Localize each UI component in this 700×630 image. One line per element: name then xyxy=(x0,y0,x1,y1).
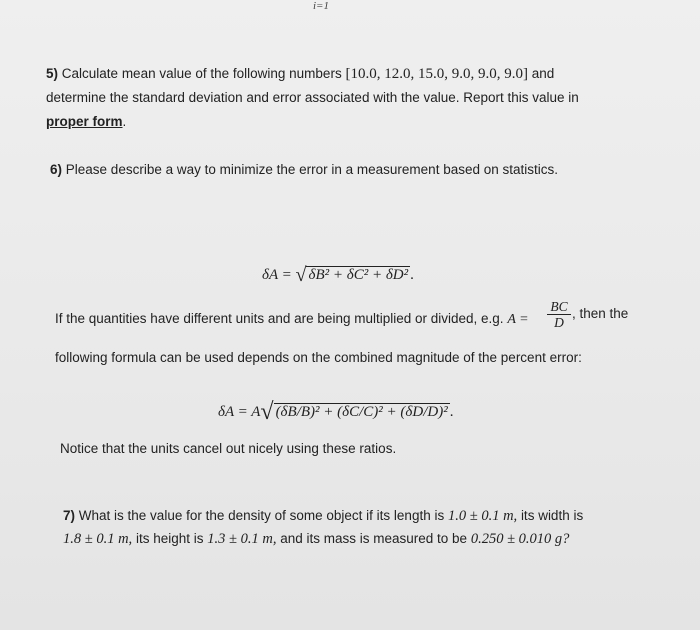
q5-line-2: determine the standard deviation and error associated with the value. Report this value in xyxy=(46,90,579,105)
q5-line-3 xyxy=(46,114,126,129)
q5-line-1 xyxy=(46,66,554,83)
q7-height-text: its height is xyxy=(135,531,204,546)
q5-numbers: [10.0, 12.0, 15.0, 9.0, 9.0, 9.0] xyxy=(345,66,528,82)
formula-1 xyxy=(262,262,414,285)
sqrt-sign-2: √ xyxy=(260,399,274,425)
q6-line xyxy=(50,162,558,177)
formula1-radicand: δB² + δC² + δD² xyxy=(308,267,409,283)
sum-index-fragment: i=1 xyxy=(313,0,329,12)
formula2-end: . xyxy=(449,404,454,420)
q6-text: Please describe a way to minimize the error in a measurement based on statistics. xyxy=(65,162,559,177)
fraction-denominator: D xyxy=(554,315,564,330)
explain-line-1 xyxy=(55,311,529,328)
explain-eq-lhs: A = xyxy=(507,312,529,327)
q7-line-1 xyxy=(63,508,583,525)
q5-line3-end: . xyxy=(122,114,127,129)
q7-length: 1.0 ± 0.1 m, xyxy=(447,508,518,524)
fraction-numerator: BC xyxy=(547,299,571,315)
q7-mass: 0.250 ± 0.010 g? xyxy=(470,531,570,547)
formula2-lhs: δA = A xyxy=(218,404,261,420)
q7-height: 1.3 ± 0.1 m, xyxy=(207,531,277,547)
formula2-radicand: (δB/B)² + (δC/C)² + (δD/D)² xyxy=(275,404,448,420)
q7-line-2 xyxy=(63,531,569,548)
q5-number: 5) xyxy=(46,66,59,81)
q5-line1-end: and xyxy=(531,66,555,81)
q7-line1-start: What is the value for the density of some object if its length is xyxy=(78,508,445,523)
explain-line-2: following formula can be used depends on the combined magnitude of the percent error: xyxy=(55,350,582,365)
sqrt-sign-1: √ xyxy=(295,264,307,286)
q6-number: 6) xyxy=(50,162,63,177)
q7-mass-text: and its mass is measured to be xyxy=(280,531,468,546)
explain-line1-start: If the quantities have different units and are being multiplied or divided, e.g. xyxy=(55,311,504,326)
q7-width: 1.8 ± 0.1 m, xyxy=(63,531,133,547)
formula-2 xyxy=(218,396,453,423)
q5-proper-form: proper form xyxy=(46,114,123,129)
explain-fraction xyxy=(547,299,571,330)
q7-number: 7) xyxy=(63,508,76,523)
q7-line1-end: its width is xyxy=(520,508,584,523)
explain-line1-end: , then the xyxy=(572,306,629,321)
notice-line: Notice that the units cancel out nicely using these ratios. xyxy=(60,441,397,456)
formula1-lhs: δA = xyxy=(262,267,296,283)
q5-line1-text: Calculate mean value of the following numbers xyxy=(61,66,342,81)
formula1-end: . xyxy=(410,267,414,283)
